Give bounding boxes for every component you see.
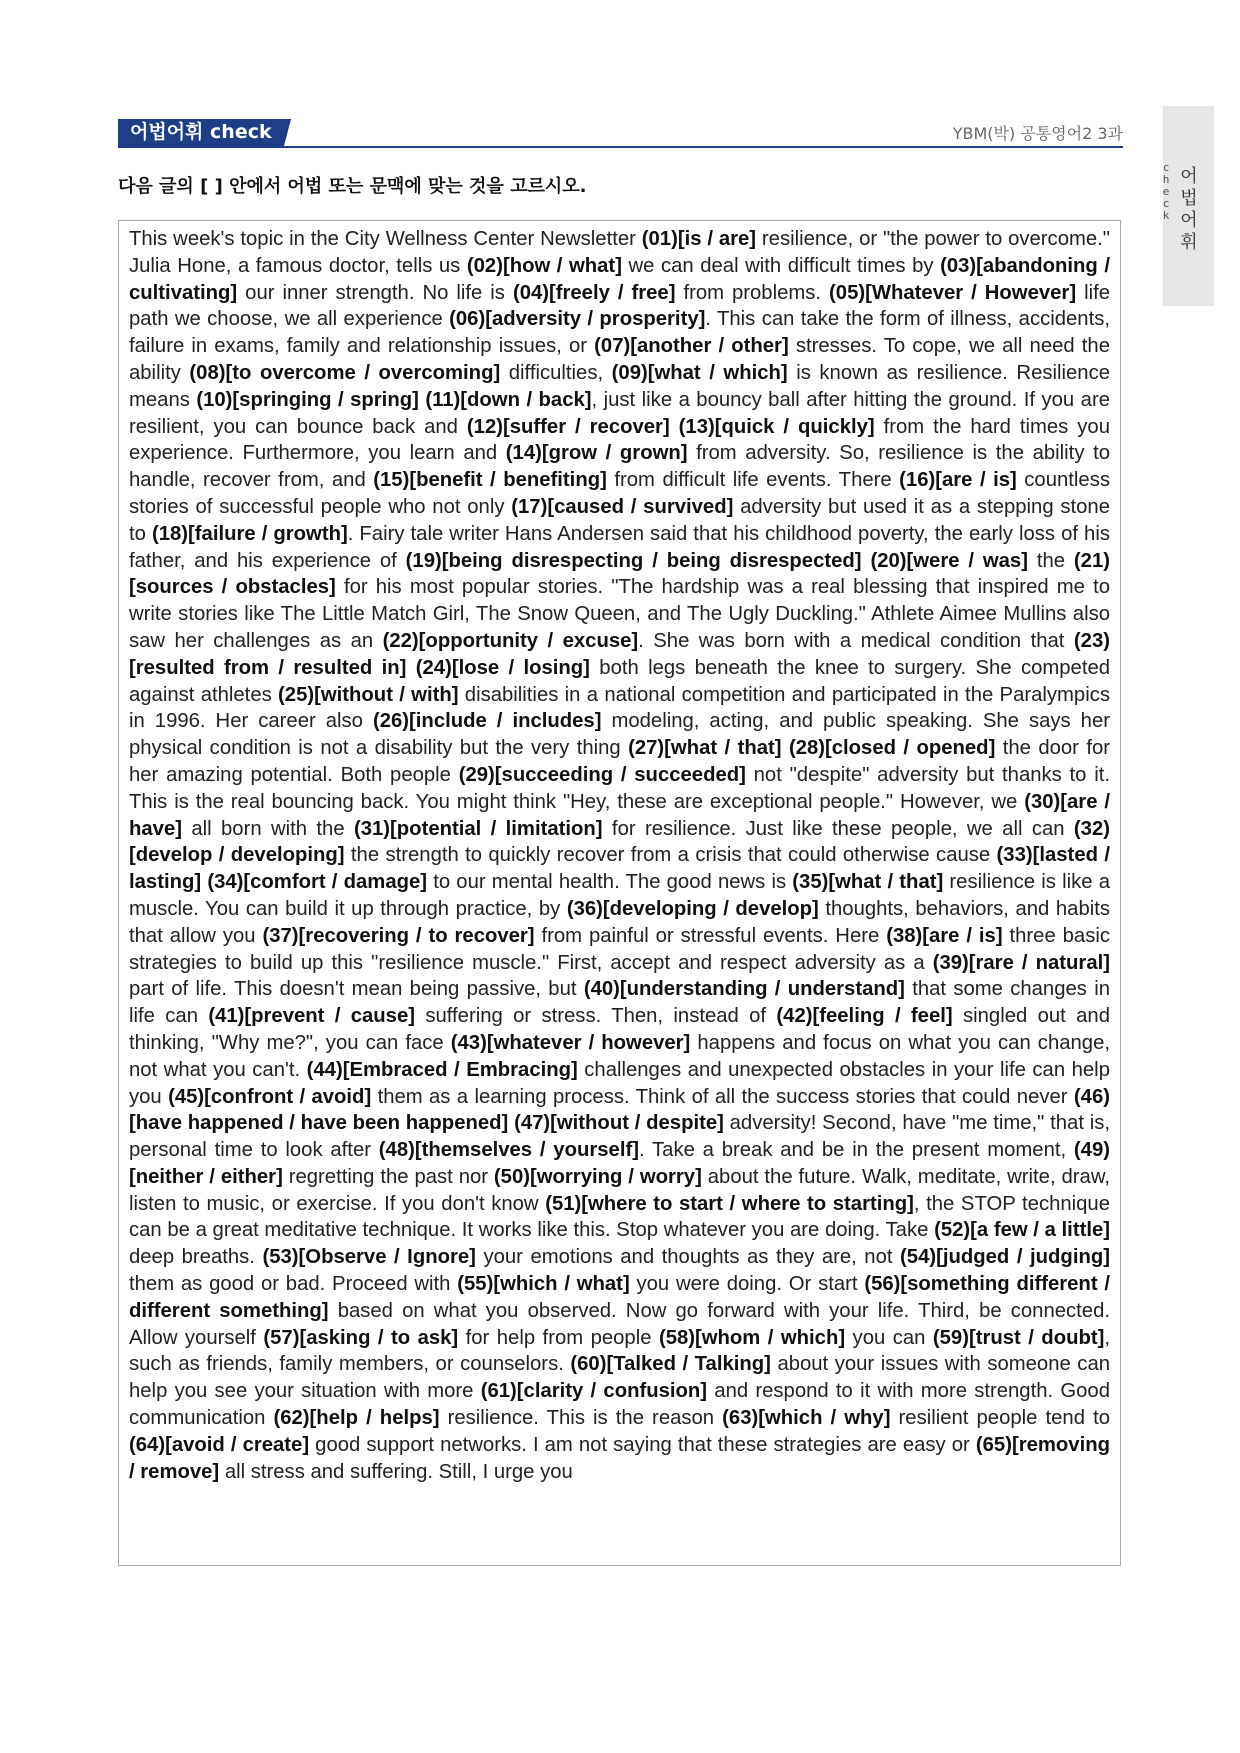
question-choice: (07)[another / other]	[594, 335, 789, 358]
question-choice: (58)[whom / which]	[658, 1326, 846, 1349]
question-choice: (62)[help / helps]	[273, 1407, 440, 1430]
question-choice: (47)[without / despite]	[514, 1112, 724, 1135]
passage-segment	[782, 737, 789, 759]
question-choice: (24)[lose / losing]	[415, 656, 590, 679]
passage-segment: from the hard times you experience. Furthermore, you learn and	[129, 415, 1110, 465]
passage-segment: life path we choose, we all experience	[129, 281, 1110, 331]
question-choice: (01)[is / are]	[641, 228, 757, 250]
passage-segment: . She was born with a medical condition that	[638, 629, 1074, 652]
question-choice: (41)[prevent / cause]	[208, 1005, 415, 1028]
passage-segment: both legs beneath the knee to surgery. She competed against athletes	[129, 656, 1111, 706]
question-choice: (63)[which / why]	[722, 1407, 891, 1430]
question-choice: (21)[sources / obstacles]	[129, 549, 1110, 599]
passage-segment: for his most popular stories. "The hardship was a real blessing that inspired me to write stories like The Little Match Girl, The Snow Queen, and The Ugly Duckling." Athlete Aimee Mullins also saw her challenges as an	[129, 576, 1111, 652]
passage-segment: and respond to it with more strength. Good communication	[129, 1380, 1110, 1430]
question-choice: (03)[abandoning / cultivating]	[129, 254, 1110, 304]
course-label: YBM(박) 공통영어2 3과	[952, 124, 1123, 143]
question-choice: (31)[potential / limitation]	[353, 817, 603, 840]
passage-segment: deep breaths.	[129, 1246, 263, 1269]
question-choice: (02)[how / what]	[466, 254, 622, 277]
question-choice: (20)[were / was]	[870, 549, 1028, 572]
page-header	[118, 119, 1123, 147]
question-choice: (16)[are / is]	[899, 469, 1017, 492]
passage-segment: modeling, acting, and public speaking. She says her physical condition is not a disability but the very thing	[129, 710, 1110, 760]
passage-segment: based on what you observed. Now go forward with your life. Third, be connected. Allow yourself	[129, 1299, 1110, 1349]
side-tab-english-label: check	[1162, 161, 1170, 222]
question-choice: (53)[Observe / Ignore]	[262, 1246, 476, 1269]
question-choice: (25)[without / with]	[278, 683, 459, 706]
question-choice: (26)[include / includes]	[372, 710, 602, 733]
question-choice: (14)[grow / grown]	[505, 442, 688, 465]
passage-segment: , such as friends, family members, or counselors.	[129, 1326, 1111, 1376]
question-choice: (05)[Whatever / However]	[829, 281, 1077, 304]
passage-segment: the strength to quickly recover from a crisis that could otherwise cause	[344, 844, 997, 867]
passage-segment: , the STOP technique can be a great meditative technique. It works like this. Stop whatever you are doing. Take	[129, 1192, 1110, 1242]
passage-segment: adversity! Second, have "me time," that is, personal time to look after	[129, 1112, 1110, 1162]
passage-segment: difficulties,	[500, 361, 612, 384]
question-choice: (34)[comfort / damage]	[207, 871, 428, 894]
question-choice: (45)[confront / avoid]	[168, 1085, 372, 1108]
question-choice: (18)[failure / growth]	[151, 522, 348, 545]
passage-segment: them as good or bad. Proceed with	[129, 1273, 458, 1296]
passage-segment: good support networks. I am not saying that these strategies are easy or	[309, 1433, 976, 1456]
question-choice: (19)[being disrespecting / being disrespected]	[405, 549, 862, 572]
question-choice: (15)[benefit / benefiting]	[373, 469, 607, 492]
passage-segment	[406, 657, 415, 679]
passage-segment: part of life. This doesn't mean being passive, but	[129, 978, 584, 1001]
question-choice: (48)[themselves / yourself]	[378, 1139, 639, 1162]
question-choice: (35)[what / that]	[792, 871, 944, 894]
question-choice: (27)[what / that]	[628, 737, 782, 760]
passage-segment: you can	[845, 1326, 933, 1349]
question-choice: (37)[recovering / to recover]	[262, 924, 535, 947]
passage-box	[118, 220, 1121, 1566]
question-choice: (06)[adversity / prosperity]	[449, 308, 706, 331]
passage-segment: singled out and thinking, "Why me?", you can face	[129, 1005, 1110, 1054]
header-divider	[118, 146, 1123, 148]
passage-segment: from difficult life events. There	[606, 469, 900, 492]
passage-segment: three basic strategies to build up this "resilience muscle." First, accept and respect adversity as a	[129, 924, 1110, 974]
passage-segment: the	[1027, 549, 1074, 572]
passage-segment: adversity but used it as a stepping stone to	[129, 495, 1110, 545]
passage-segment: stresses. To cope, we all need the ability	[129, 335, 1110, 384]
question-choice: (36)[developing / develop]	[566, 897, 819, 920]
question-choice: (28)[closed / opened]	[788, 737, 996, 760]
passage-segment: for resilience. Just like these people, we all can	[602, 817, 1074, 840]
passage-segment: countless stories of successful people who not only	[129, 469, 1110, 518]
side-tab-korean-label: 어법어휘	[1180, 166, 1198, 253]
passage-segment: is known as resilience. Resilience means	[129, 361, 1110, 411]
passage-text	[129, 226, 1110, 1485]
passage-segment: resilient people tend to	[890, 1407, 1110, 1430]
question-choice: (56)[something different / different something]	[129, 1273, 1110, 1322]
passage-segment: . This can take the form of illness, accidents, failure in exams, family and relationship issues, or	[129, 308, 1110, 358]
question-choice: (44)[Embraced / Embracing]	[306, 1058, 578, 1081]
question-choice: (30)[are / have]	[129, 790, 1110, 840]
passage-segment: all stress and suffering. Still, I urge you	[219, 1460, 573, 1483]
question-choice: (23)[resulted from / resulted in]	[129, 629, 1110, 679]
question-choice: (64)[avoid / create]	[129, 1433, 310, 1456]
question-choice: (13)[quick / quickly]	[678, 415, 875, 438]
passage-segment: resilience. This is the reason	[439, 1407, 723, 1430]
passage-segment: , just like a bouncy ball after hitting the ground. If you are resilient, you can bounce back and	[129, 388, 1110, 438]
passage-segment: about the future. Walk, meditate, write, draw, listen to music, or exercise. If you don't know	[129, 1165, 1110, 1215]
question-choice: (12)[suffer / recover]	[466, 415, 670, 438]
question-choice: (65)[removing / remove]	[129, 1433, 1110, 1483]
instruction-text: 다음 글의 [ ] 안에서 어법 또는 문맥에 맞는 것을 고르시오.	[118, 176, 587, 197]
passage-segment: you were doing. Or start	[629, 1273, 865, 1296]
passage-segment: from painful or stressful events. Here	[534, 924, 887, 947]
question-choice: (40)[understanding / understand]	[583, 978, 905, 1001]
question-choice: (33)[lasted / lasting]	[129, 844, 1110, 894]
passage-segment: about your issues with someone can help you see your situation with more	[129, 1353, 1111, 1403]
question-choice: (08)[to overcome / overcoming]	[189, 361, 501, 384]
passage-segment: thoughts, behaviors, and habits that allow you	[129, 897, 1111, 947]
passage-segment: all born with the	[181, 817, 354, 840]
section-tag: 어법어휘 check	[118, 119, 284, 146]
question-choice: (49)[neither / either]	[129, 1139, 1110, 1188]
passage-segment: your emotions and thoughts as they are, not	[475, 1246, 901, 1269]
question-choice: (11)[down / back]	[425, 388, 592, 411]
question-choice: (54)[judged / judging]	[900, 1246, 1110, 1269]
passage-segment: to our mental health. The good news is	[427, 871, 793, 894]
passage-segment: from problems.	[675, 281, 830, 304]
question-choice: (51)[where to start / where to starting]	[545, 1192, 914, 1215]
passage-segment: . Take a break and be in the present moment,	[638, 1139, 1074, 1162]
passage-segment: not "despite" adversity but thanks to it. This is the real bouncing back. You might think "Hey, these are exceptional people." However, we	[129, 763, 1110, 813]
question-choice: (60)[Talked / Talking]	[570, 1353, 771, 1376]
passage-segment: them as a learning process. Think of all the success stories that could never	[371, 1085, 1074, 1108]
passage-segment: that some changes in life can	[129, 978, 1110, 1028]
question-choice: (52)[a few / a little]	[934, 1219, 1110, 1242]
question-choice: (46)[have happened / have been happened]	[129, 1085, 1110, 1135]
passage-segment: suffering or stress. Then, instead of	[415, 1005, 777, 1028]
passage-segment: the door for her amazing potential. Both people	[129, 737, 1111, 786]
question-choice: (50)[worrying / worry]	[493, 1165, 702, 1188]
passage-segment: challenges and unexpected obstacles in your life can help you	[129, 1058, 1110, 1108]
question-choice: (42)[feeling / feel]	[776, 1005, 953, 1028]
passage-segment: our inner strength. No life is	[237, 281, 513, 304]
passage-segment: disabilities in a national competition and participated in the Paralympics in 1996. Her career also	[129, 683, 1111, 733]
passage-segment: This week's topic in the City Wellness Center Newsletter	[129, 228, 642, 250]
passage-segment: for help from people	[458, 1326, 659, 1349]
question-choice: (38)[are / is]	[886, 924, 1003, 947]
question-choice: (57)[asking / to ask]	[263, 1326, 459, 1349]
question-choice: (32)[develop / developing]	[129, 817, 1110, 867]
question-choice: (22)[opportunity / excuse]	[382, 629, 639, 652]
question-choice: (61)[clarity / confusion]	[480, 1380, 708, 1403]
passage-segment	[670, 416, 679, 438]
passage-segment: . Fairy tale writer Hans Andersen said that his childhood poverty, the early loss of his father, and his experience of	[129, 522, 1110, 572]
passage-segment: we can deal with difficult times by	[621, 254, 941, 277]
question-choice: (09)[what / which]	[611, 361, 788, 384]
question-choice: (17)[caused / survived]	[511, 495, 734, 518]
passage-segment: resilience is like a muscle. You can build it up through practice, by	[129, 871, 1110, 920]
question-choice: (29)[succeeding / succeeded]	[458, 763, 746, 786]
question-choice: (10)[springing / spring]	[196, 388, 419, 411]
question-choice: (04)[freely / free]	[512, 281, 676, 304]
passage-segment: happens and focus on what you can change, not what you can't.	[129, 1031, 1110, 1081]
passage-segment: regretting the past nor	[282, 1165, 494, 1188]
question-choice: (39)[rare / natural]	[932, 951, 1110, 974]
question-choice: (59)[trust / doubt]	[932, 1326, 1105, 1349]
question-choice: (43)[whatever / however]	[450, 1031, 691, 1054]
passage-segment: resilience, or "the power to overcome." Julia Hone, a famous doctor, tells us	[129, 228, 1110, 277]
passage-segment: from adversity. So, resilience is the ability to handle, recover from, and	[129, 442, 1110, 492]
question-choice: (55)[which / what]	[457, 1273, 630, 1296]
